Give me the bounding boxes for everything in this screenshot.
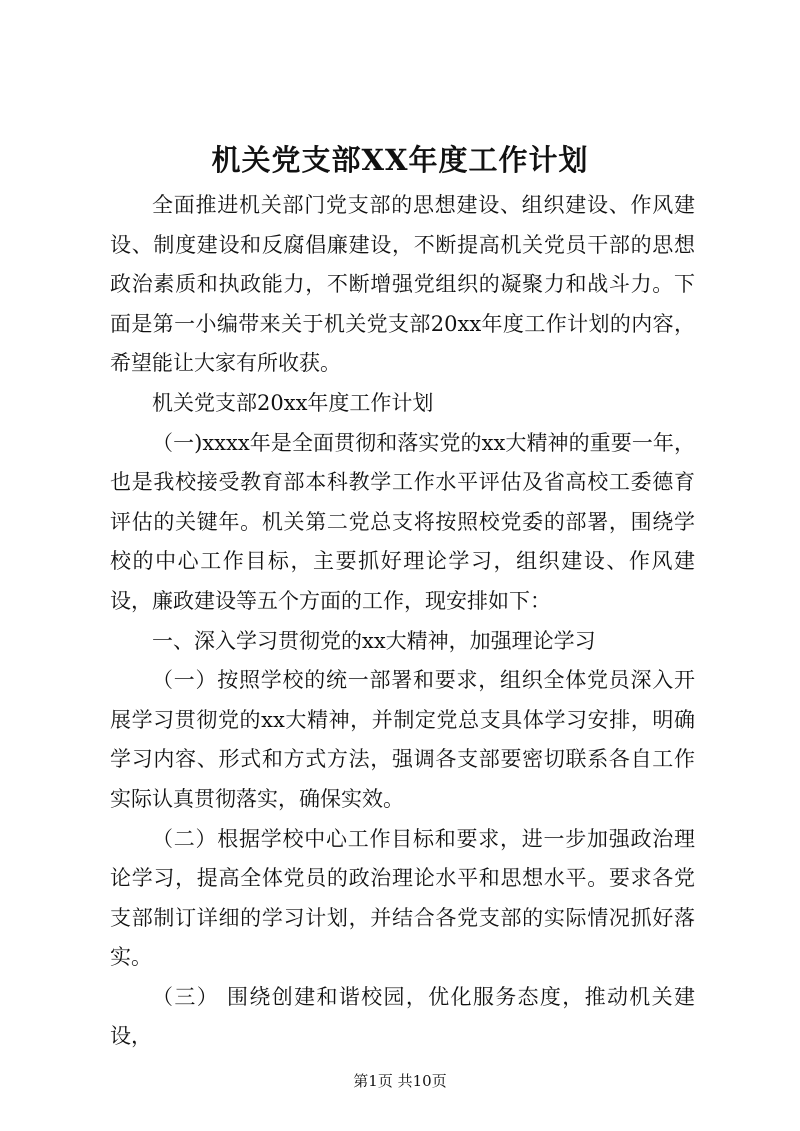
document-body bbox=[110, 186, 695, 1057]
intro-paragraph: 全面推进机关部门党支部的思想建设、组织建设、作风建设、制度建设和反腐倡廉建设，不断提高机关党员干部的思想政治素质和执政能力，不断增强党组织的凝聚力和战斗力。下面是第一小编带来关于机关党支部20xx年度工作计划的内容，希望能让大家有所收获。 bbox=[110, 193, 695, 376]
paragraph-item-1: （一）按照学校的统一部署和要求，组织全体党员深入开展学习贯彻党的xx大精神，并制定党总支具体学习安排，明确学习内容、形式和方式方法，强调各支部要密切联系各自工作实际认真贯彻落实，确保实效。 bbox=[110, 668, 695, 811]
section-heading: 机关党支部20xx年度工作计划 bbox=[152, 390, 434, 415]
page-number-footer: 第1页 共10页 bbox=[353, 1072, 447, 1090]
heading-theory-study: 一、深入学习贯彻党的xx大精神，加强理论学习 bbox=[152, 628, 596, 653]
document-title: 机关党支部XX年度工作计划 bbox=[211, 143, 589, 177]
paragraph-overview: （一)xxxx年是全面贯彻和落实党的xx大精神的重要一年，也是我校接受教育部本科教学工作水平评估及省高校工委德育评估的关键年。机关第二党总支将按照校党委的部署，围绕学校的中心工作目标，主要抓好理论学习，组织建设、作风建设，廉政建设等五个方面的工作，现安排如下： bbox=[110, 430, 695, 613]
paragraph-item-3: （三） 围绕创建和谐校园，优化服务态度，推动机关建设， bbox=[110, 984, 695, 1049]
paragraph-item-2: （二）根据学校中心工作目标和要求，进一步加强政治理论学习，提高全体党员的政治理论水平和思想水平。要求各党支部制订详细的学习计划，并结合各党支部的实际情况抓好落实。 bbox=[110, 826, 695, 970]
